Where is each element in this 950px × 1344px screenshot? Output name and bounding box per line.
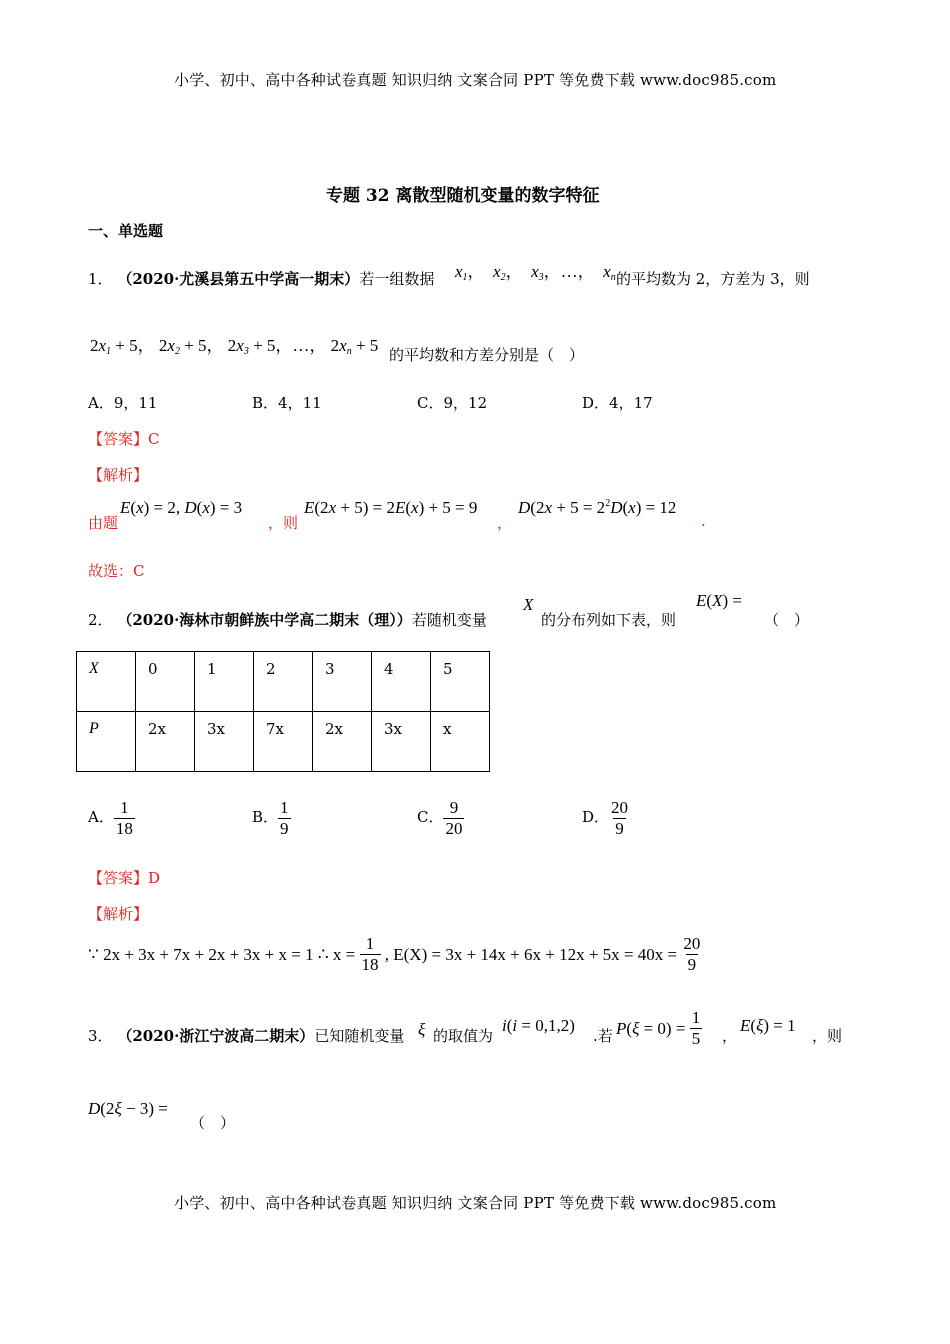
q2-answer: 【答案】D <box>88 869 161 887</box>
q1-answer: 【答案】C <box>88 430 160 448</box>
q3-number: 3． <box>88 1027 113 1045</box>
q3-text-d: ， <box>722 1027 738 1045</box>
q1-solution-mid: ，则 <box>268 514 299 532</box>
q2-distribution-table <box>76 651 490 772</box>
q1-option-c: C．9，12 <box>417 394 488 412</box>
q1-solution-formula-2: E(2x + 5) = 2E(x) + 5 = 9 <box>304 498 478 517</box>
q1-solution-formula-1: E(x) = 2, D(x) = 3 <box>120 498 243 517</box>
q1-text-a: 若一组数据 <box>359 270 435 288</box>
table-cell: x <box>431 712 490 772</box>
table-cell: 7x <box>254 712 313 772</box>
q1-text-b: 的平均数为 2，方差为 3，则 <box>616 270 810 288</box>
q2-solution: ∵ 2x + 3x + 7x + 2x + 3x + x = 1 ∴ x = $\frac{1}{18}$ , E(X) = 3x + 14x + 6x + 12x + 5x = 40x = $\frac{20}{9}$ <box>88 934 701 974</box>
q3-probability: P(ξ = 0) = $\frac{1}{5}$ <box>616 1008 701 1048</box>
table-cell: 3 <box>313 652 372 712</box>
q2-option-b: B． $\frac{1}{9}$ <box>252 797 289 838</box>
q3-text-c: .若 <box>593 1027 613 1045</box>
q1-solution-comma: ， <box>497 514 513 532</box>
page-header: 小学、初中、高中各种试卷真题 知识归纳 文案合同 PPT 等免费下载 www.doc985.com <box>174 71 777 89</box>
table-cell: 3x <box>195 712 254 772</box>
q2-option-c: C． $\frac{9}{20}$ <box>417 797 463 838</box>
q3-tail: （ ） <box>190 1114 236 1132</box>
q1-option-a: A．9，11 <box>88 394 158 412</box>
page-title: 专题 32 离散型随机变量的数字特征 <box>326 186 600 206</box>
table-row <box>77 712 490 772</box>
q2-text-c: （ ） <box>764 611 810 629</box>
q3-text-a: 已知随机变量 <box>314 1027 405 1045</box>
q3-text-b: 的取值为 <box>433 1027 494 1045</box>
q1-data-sequence: $x_1$， $x_2$， $x_3$，…， $x_n$ <box>455 262 616 283</box>
q3-value-range: i(i = 0,1,2) <box>502 1016 575 1035</box>
q2-text-a: 若随机变量 <box>411 611 487 629</box>
q3-variable-xi: ξ <box>418 1020 426 1039</box>
q1-option-b: B．4，11 <box>252 394 322 412</box>
page-footer: 小学、初中、高中各种试卷真题 知识归纳 文案合同 PPT 等免费下载 www.doc985.com <box>174 1194 777 1212</box>
q1-solution-end: . <box>701 512 706 530</box>
table-cell: X <box>77 652 136 712</box>
q2-text-b: 的分布列如下表，则 <box>541 611 677 629</box>
q1-transformed-sequence: $2x_1 + 5$， $2x_2 + 5$， $2x_3 + 5$，…， $2x_n + 5$ <box>90 336 379 357</box>
question-2-line1 <box>88 609 487 630</box>
table-cell: 2x <box>313 712 372 772</box>
q1-analysis-label: 【解析】 <box>88 466 149 484</box>
table-row <box>77 652 490 712</box>
q3-text-e: ，则 <box>812 1027 843 1045</box>
table-cell: 3x <box>372 712 431 772</box>
q2-option-a: A． $\frac{1}{18}$ <box>88 797 133 838</box>
question-1-line1 <box>88 268 434 289</box>
table-cell: 2 <box>254 652 313 712</box>
q2-number: 2． <box>88 611 113 629</box>
section-heading: 一、单选题 <box>88 222 164 240</box>
table-cell: 5 <box>431 652 490 712</box>
q1-text-c: 的平均数和方差分别是（ ） <box>389 346 585 364</box>
q1-number: 1． <box>88 270 113 288</box>
q3-variance-expression: D(2ξ − 3) = <box>88 1099 168 1118</box>
q2-expectation-symbol: E(X) = <box>696 591 742 610</box>
table-cell: 4 <box>372 652 431 712</box>
q2-analysis-label: 【解析】 <box>88 905 149 923</box>
q2-variable-x: X <box>523 595 534 614</box>
q2-option-d: D． $\frac{20}{9}$ <box>582 797 629 838</box>
q1-option-d: D．4，17 <box>582 394 653 412</box>
table-cell: 1 <box>195 652 254 712</box>
table-cell: P <box>77 712 136 772</box>
q2-source: （2020·海林市朝鲜族中学高二期末（理）） <box>117 611 412 629</box>
table-cell: 2x <box>136 712 195 772</box>
table-cell: 0 <box>136 652 195 712</box>
q1-solution-formula-3: $D(2x + 5 = 2^2D(x) = 12$ <box>518 498 677 517</box>
q1-conclusion: 故选：C <box>88 562 145 580</box>
q3-expectation: E(ξ) = 1 <box>740 1016 796 1035</box>
q3-source: （2020·浙江宁波高二期末） <box>117 1027 315 1045</box>
q1-solution-prefix: 由题 <box>88 514 119 532</box>
question-3-line1 <box>88 1025 404 1046</box>
q1-source: （2020·尤溪县第五中学高一期末） <box>117 270 360 288</box>
